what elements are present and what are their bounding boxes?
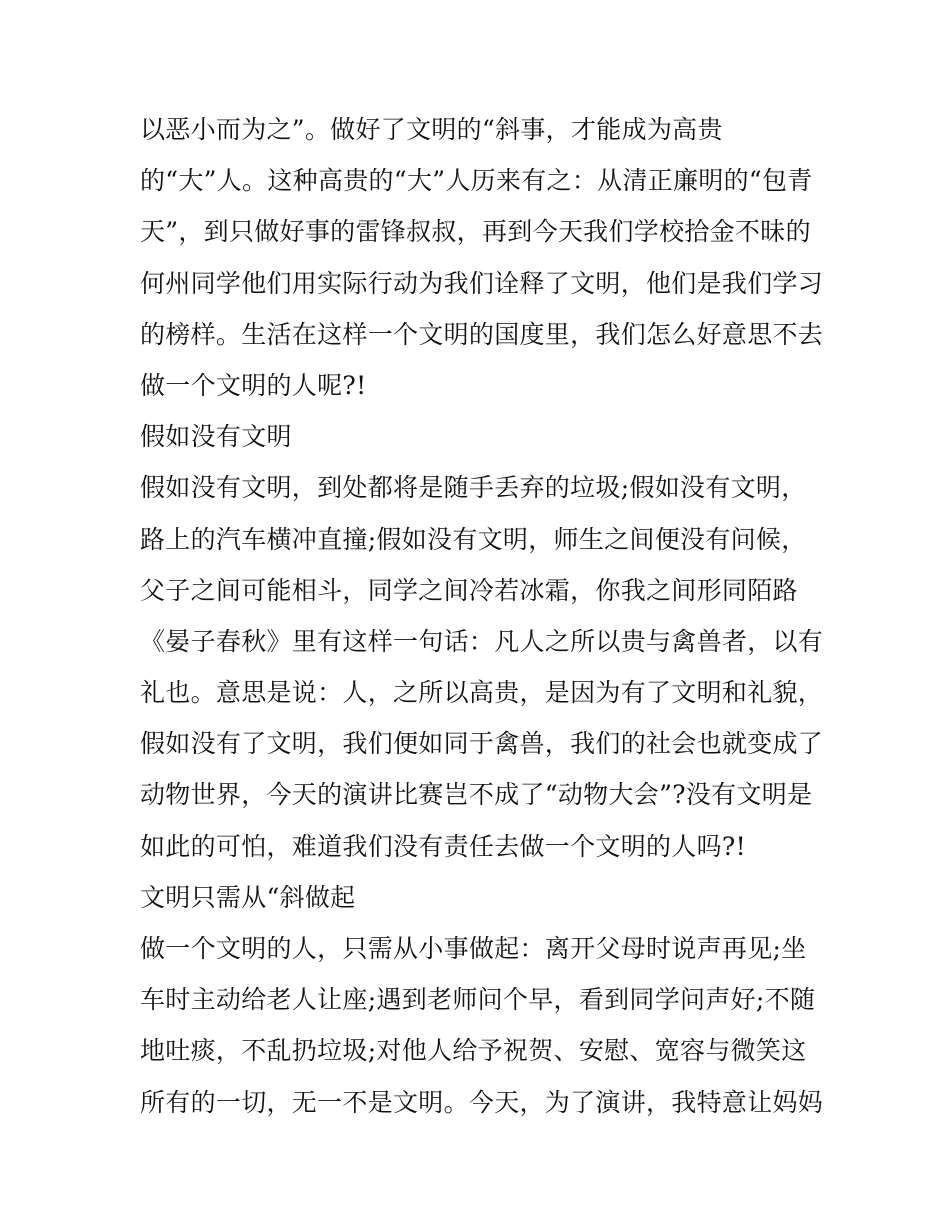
text-line: 的榜样。生活在这样一个文明的国度里，我们怎么好意思不去 [140,319,824,349]
text-line: 《晏子春秋》里有这样一句话：凡人之所以贵与禽兽者，以有 [140,626,824,656]
section-heading: 文明只需从“斜做起 [140,882,356,912]
text-line: 做一个文明的人呢?! [140,370,367,400]
document-body [140,104,830,1128]
text-line: 天”，到只做好事的雷锋叔叔，再到今天我们学校拾金不昧的 [140,217,811,247]
section-heading: 假如没有文明 [140,422,292,452]
text-line: 礼也。意思是说：人，之所以高贵，是因为有了文明和礼貌， [140,678,824,708]
text-line: 假如没有文明，到处都将是随手丢弃的垃圾;假如没有文明， [140,473,807,503]
text-line: 以恶小而为之”。做好了文明的“斜事，才能成为高贵 [140,115,723,144]
text-line: 如此的可怕，难道我们没有责任去做一个文明的人吗?! [140,831,746,861]
text-line: 动物世界，今天的演讲比赛岂不成了“动物大会”?没有文明是 [140,780,813,810]
text-line: 所有的一切，无一不是文明。今天，为了演讲，我特意让妈妈 [140,1087,824,1117]
text-line: 做一个文明的人，只需从小事做起：离开父母时说声再见;坐 [140,934,807,963]
text-line: 路上的汽车横冲直撞;假如没有文明，师生之间便没有问候， [140,524,807,554]
text-line: 假如没有了文明，我们便如同于禽兽，我们的社会也就变成了 [140,729,824,759]
text-line: 地吐痰，不乱扔垃圾;对他人给予祝贺、安慰、宽容与微笑这 [140,1036,807,1066]
text-line: 父子之间可能相斗，同学之间冷若冰霜，你我之间形同陌路 [140,575,798,605]
text-line: 何州同学他们用实际行动为我们诠释了文明，他们是我们学习 [140,268,824,298]
text-line: 车时主动给老人让座;遇到老师问个早，看到同学问声好;不随 [140,985,816,1015]
text-line: 的“大”人。这种高贵的“大”人历来有之：从清正廉明的“包青 [140,166,813,196]
